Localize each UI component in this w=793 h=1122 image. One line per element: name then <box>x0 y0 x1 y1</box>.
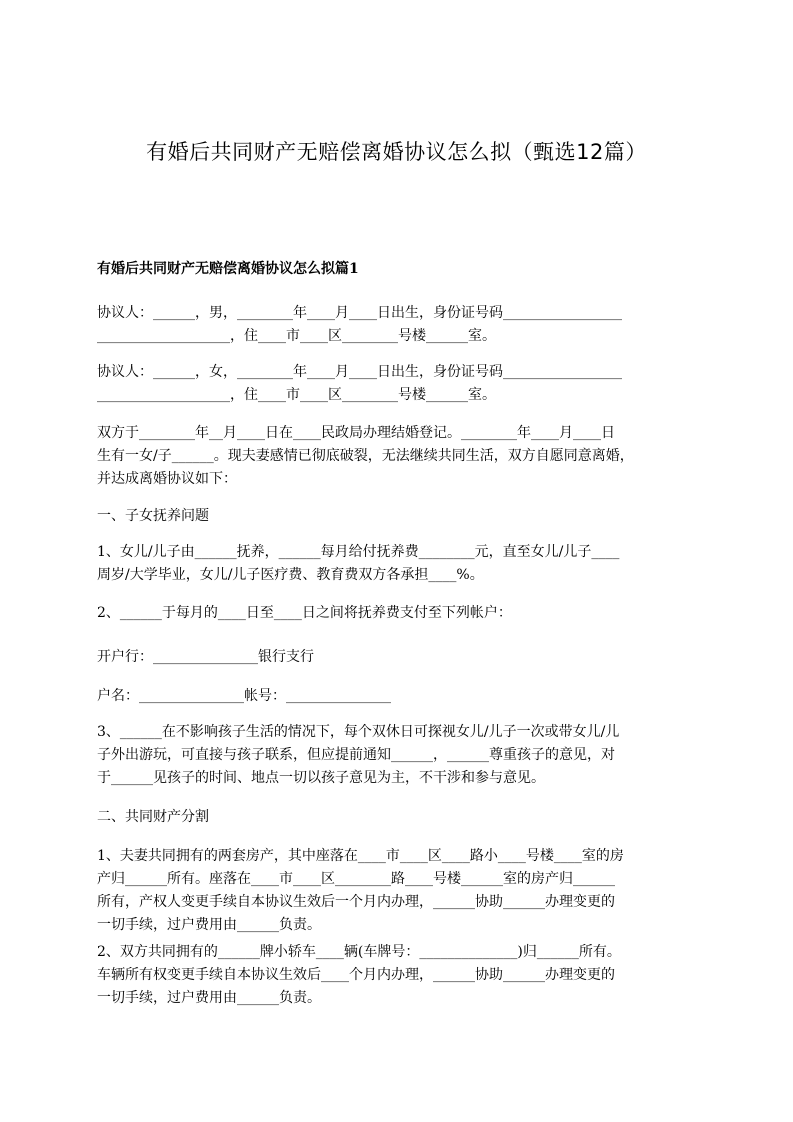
paragraph-line: 协议人：______，女，________年____月____日出生，身份证号码_________________ <box>97 364 622 380</box>
paragraph-line: 一切手续，过户费用由______负责。 <box>97 917 321 933</box>
paragraph-line: 于______见孩子的时间、地点一切以孩子意见为主，不干涉和参与意见。 <box>97 770 545 786</box>
paragraph-line: 一、子女抚养问题 <box>97 508 209 524</box>
party-2-paragraph <box>97 361 707 407</box>
paragraph-line: 生有一女/子______。现夫妻感情已彻底破裂，无法继续共同生活，双方自愿同意离婚， <box>97 448 634 464</box>
real-estate-clause <box>97 845 707 937</box>
paragraph-line: 周岁/大学毕业，女儿/儿子医疗费、教育费双方各承担____%。 <box>97 567 484 583</box>
paragraph-line: 车辆所有权变更手续自本协议生效后____个月内办理，______协助______办理变更的 <box>97 967 615 983</box>
paragraph-line: 一切手续，过户费用由______负责。 <box>97 990 321 1006</box>
paragraph-line: 子外出游玩，可直接与孩子联系，但应提前通知______，______尊重孩子的意见，对 <box>97 747 615 763</box>
paragraph-line: 协议人：______，男，________年____月____日出生，身份证号码_________________ <box>97 305 622 321</box>
document-title: 有婚后共同财产无赔偿离婚协议怎么拟（甄选12篇） <box>146 140 647 164</box>
paragraph-line: 1、夫妻共同拥有的两套房产，其中座落在____市____区____路小____号楼____室的房 <box>97 848 624 864</box>
paragraph-line: 产归______所有。座落在____市____区________路____号楼______室的房产归______ <box>97 871 615 887</box>
paragraph-line: 二、共同财产分割 <box>97 809 209 825</box>
section-heading-children <box>97 505 707 528</box>
paragraph-line: 户名：_______________帐号：_______________ <box>97 688 391 704</box>
paragraph-line: ___________________，住____市____区________号楼______室。 <box>97 387 496 403</box>
paragraph-line: 2、双方共同拥有的______牌小轿车____辆(车牌号：______________)归______所有。 <box>97 944 621 960</box>
paragraph-line: 并达成离婚协议如下： <box>97 471 237 487</box>
vehicle-clause <box>97 941 707 1010</box>
paragraph-line: 1、女儿/儿子由______抚养，______每月给付抚养费________元，直至女儿/儿子____ <box>97 544 620 560</box>
child-support-clause-2 <box>97 602 707 625</box>
visitation-clause <box>97 721 707 790</box>
article-heading: 有婚后共同财产无赔偿离婚协议怎么拟篇1 <box>97 261 359 277</box>
child-support-clause-1 <box>97 541 707 587</box>
paragraph-line: 3、______在不影响孩子生活的情况下，每个双休日可探视女儿/儿子一次或带女儿/儿 <box>97 724 620 740</box>
section-heading-property <box>97 806 707 829</box>
party-1-paragraph <box>97 302 707 348</box>
paragraph-line: 所有，产权人变更手续自本协议生效后一个月内办理，______协助______办理变更的 <box>97 894 615 910</box>
account-name-line <box>97 685 707 708</box>
paragraph-line: 2、______于每月的____日至____日之间将抚养费支付至下列帐户： <box>97 605 512 621</box>
paragraph-line: 双方于________年__月____日在____民政局办理结婚登记。________年____月____日 <box>97 425 615 441</box>
paragraph-line: 开户行：_______________银行支行 <box>97 649 314 665</box>
bank-branch-line <box>97 646 707 669</box>
paragraph-line: ___________________，住____市____区________号楼______室。 <box>97 328 496 344</box>
marriage-intro-paragraph <box>97 422 707 491</box>
